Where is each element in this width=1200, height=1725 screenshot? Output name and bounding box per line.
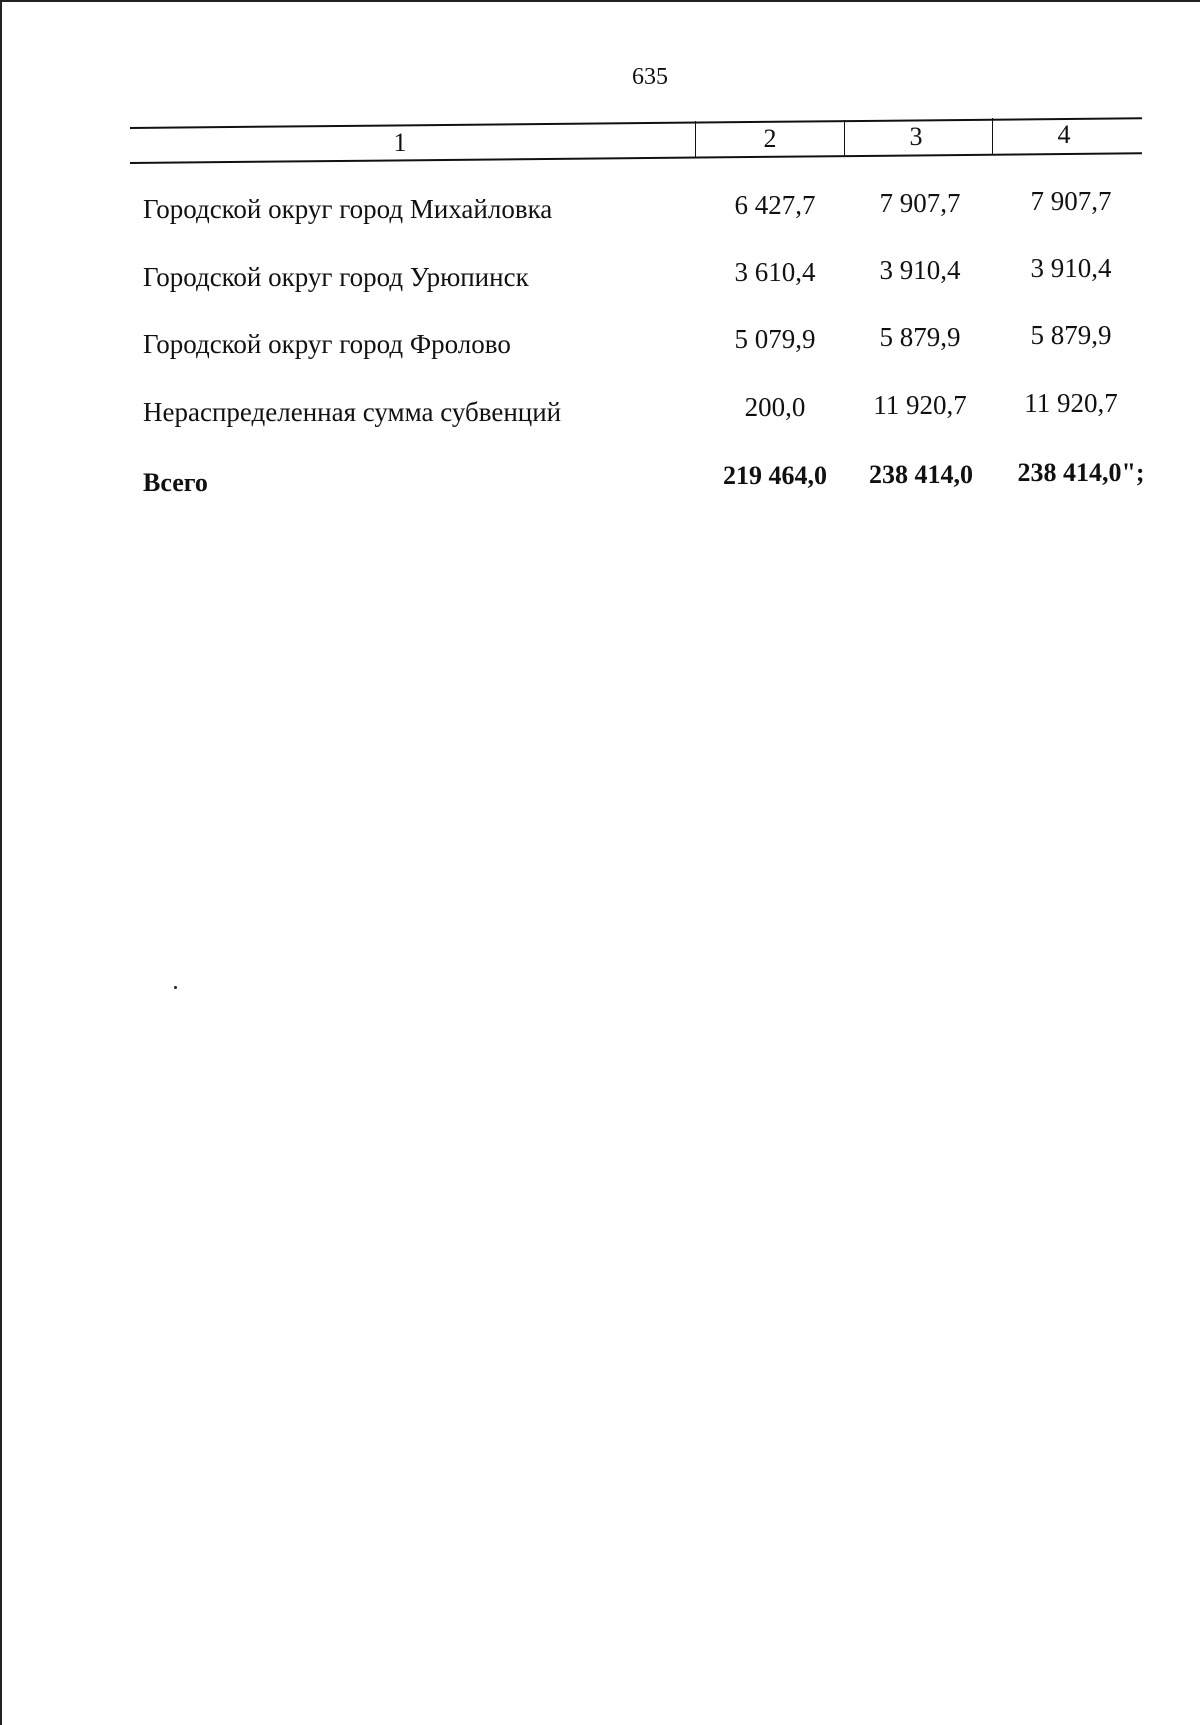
row-value-col4: 11 920,7 xyxy=(1024,388,1118,418)
row-label: Городской округ город Фролово xyxy=(143,329,511,359)
row-label: Нераспределенная сумма субвенций xyxy=(143,397,562,427)
total-value-col4: 238 414,0"; xyxy=(1017,458,1145,487)
scan-border-left xyxy=(0,0,2,1725)
total-value-col2: 219 464,0 xyxy=(723,461,827,490)
header-divider xyxy=(695,121,696,157)
row-value-col3: 7 907,7 xyxy=(879,188,961,218)
row-value-col3: 11 920,7 xyxy=(873,390,967,420)
row-value-col4: 3 910,4 xyxy=(1030,253,1112,283)
page-number: 635 xyxy=(632,64,668,90)
total-label: Всего xyxy=(143,468,208,497)
table-header xyxy=(130,112,1142,164)
row-value-col2: 200,0 xyxy=(744,392,806,422)
row-value-col3: 3 910,4 xyxy=(879,255,961,285)
header-col-3: 3 xyxy=(909,122,923,151)
row-value-col4: 7 907,7 xyxy=(1030,186,1112,216)
header-col-4: 4 xyxy=(1057,120,1071,149)
row-value-col3: 5 879,9 xyxy=(879,322,961,352)
row-label: Городской округ город Урюпинск xyxy=(143,262,529,292)
header-top-rule xyxy=(130,117,1142,129)
header-bottom-rule xyxy=(130,152,1142,164)
row-value-col2: 6 427,7 xyxy=(734,190,816,220)
row-label: Городской округ город Михайловка xyxy=(143,194,553,224)
row-value-col4: 5 879,9 xyxy=(1030,320,1112,350)
header-divider xyxy=(992,118,993,154)
scan-border-top xyxy=(0,0,1200,2)
row-value-col2: 5 079,9 xyxy=(734,324,816,354)
header-col-1: 1 xyxy=(393,128,407,157)
header-divider xyxy=(844,120,845,156)
scan-speck xyxy=(174,986,177,989)
row-value-col2: 3 610,4 xyxy=(734,257,816,287)
header-col-2: 2 xyxy=(763,124,777,153)
total-value-col3: 238 414,0 xyxy=(869,460,973,489)
